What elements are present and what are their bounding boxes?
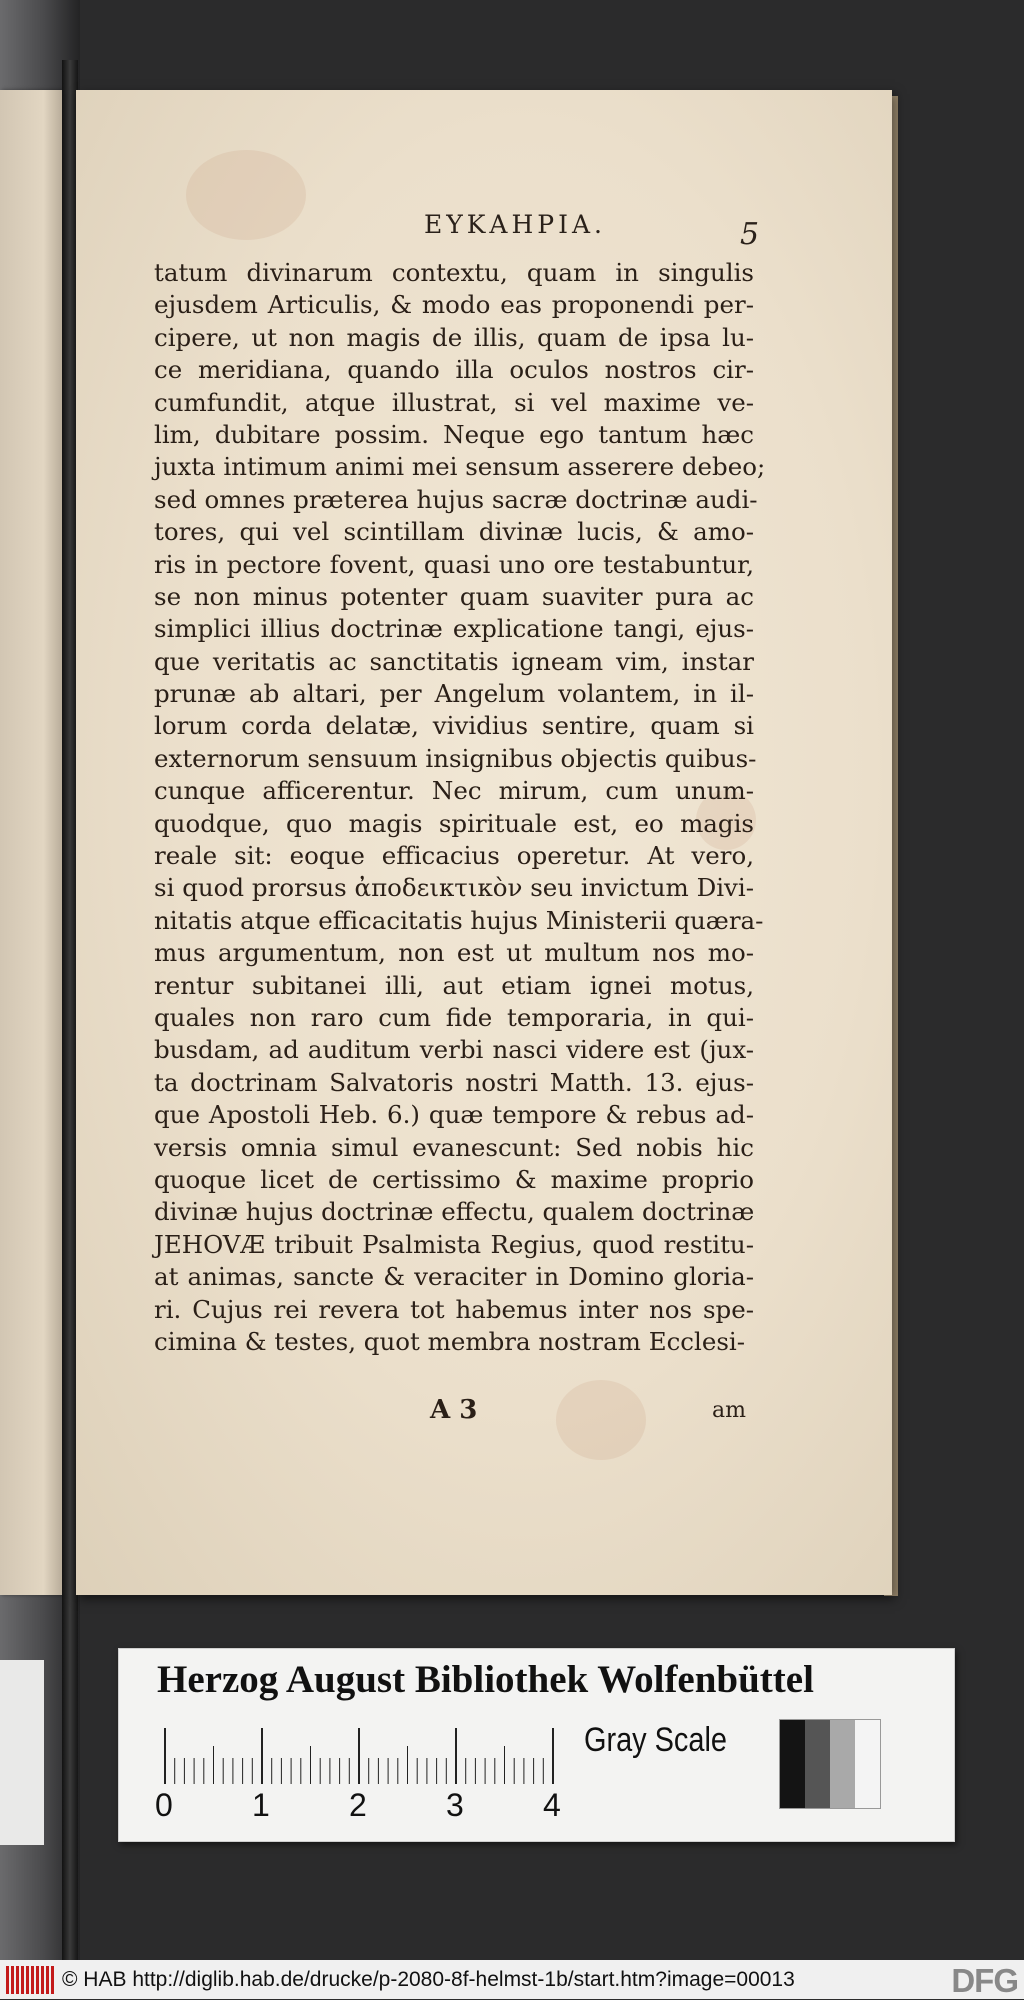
text-line: reale sit: eoque efficacius operetur. At vero, (154, 841, 754, 871)
text-line: quoque licet de certissimo & maxime proprio (154, 1164, 754, 1194)
text-line: busdam, ad auditum verbi nasci videre est (jux- (154, 1035, 754, 1065)
hab-logo-icon (6, 1966, 54, 1994)
ruler-number: 2 (349, 1787, 367, 1823)
page-number: 5 (740, 217, 760, 252)
text-line: tatum divinarum contextu, quam in singulis (154, 258, 754, 287)
gray-swatch (780, 1720, 805, 1808)
text-line: versis omnia simul evanescunt: Sed nobis hic (154, 1132, 754, 1162)
ruler-number: 1 (252, 1787, 270, 1823)
text-line: mus argumentum, non est ut multum nos mo- (154, 938, 754, 968)
previous-page-edge (0, 90, 62, 1595)
ruler-number: 3 (446, 1787, 464, 1823)
text-line: que Apostoli Heb. 6.) quæ tempore & rebus ad- (154, 1100, 754, 1130)
text-line: ris in pectore fovent, quasi uno ore testabuntur, (154, 549, 754, 579)
text-line: cumfundit, atque illustrat, si vel maxime ve- (154, 387, 754, 417)
text-block (154, 257, 766, 1358)
text-line: ejusdem Articulis, & modo eas proponendi per- (154, 290, 754, 320)
text-line: rentur subitanei illi, aut etiam ignei motus, (154, 970, 754, 1000)
dfg-logo: DFG (951, 1962, 1018, 1999)
text-line: ri. Cujus rei revera tot habemus inter nos spe- (154, 1294, 754, 1324)
footer-bar (0, 1960, 1024, 1999)
running-head: ΕΥΚΑΗΡΙΑ. (424, 210, 606, 239)
text-line: juxta intimum animi mei sensum asserere debeo; (154, 452, 766, 482)
text-line: si quod prorsus ἀποδεικτικὸν seu invictum Divi- (154, 873, 754, 903)
library-color-card (118, 1648, 955, 1842)
ruler-scale (159, 1724, 579, 1784)
gray-swatch (830, 1720, 855, 1808)
gray-scale-label: Gray Scale (584, 1721, 727, 1759)
page-stain (556, 1380, 646, 1460)
ruler-number: 0 (155, 1787, 173, 1823)
gray-swatch (805, 1720, 830, 1808)
ruler-number: 4 (543, 1787, 561, 1823)
text-line: prunæ ab altari, per Angelum volantem, in il- (154, 679, 754, 709)
text-line: cimina & testes, quot membra nostram Ecclesi- (154, 1326, 746, 1356)
footer-url[interactable]: © HAB http://diglib.hab.de/drucke/p-2080-8f-helmst-1b/start.htm?image=00013 (62, 1967, 795, 1991)
text-line: cunque afficerentur. Nec mirum, cum unum- (154, 776, 754, 806)
text-line: nitatis atque efficacitatis hujus Ministerii quæra- (154, 905, 764, 935)
gray-swatch (855, 1720, 880, 1808)
text-line: divinæ hujus doctrinæ effectu, qualem doctrinæ (154, 1197, 755, 1227)
text-line: quales non raro cum fide temporaria, in qui- (154, 1002, 754, 1032)
text-line: que veritatis ac sanctitatis igneam vim, instar (154, 646, 754, 676)
gray-scale-swatches (779, 1719, 881, 1809)
ruler-numbers (155, 1787, 599, 1827)
page-stain (186, 150, 306, 240)
text-line: externorum sensuum insignibus objectis quibus- (154, 743, 757, 773)
text-line: quodque, quo magis spirituale est, eo magis (154, 808, 754, 838)
text-line: ce meridiana, quando illa oculos nostros cir- (154, 355, 754, 385)
text-line: sed omnes præterea hujus sacræ doctrinæ audi- (154, 484, 758, 514)
text-line: at animas, sancte & veraciter in Domino gloria- (154, 1262, 754, 1292)
text-line: ta doctrinam Salvatoris nostri Matth. 13. ejus- (154, 1067, 754, 1097)
text-line: se non minus potenter quam suaviter pura ac (154, 581, 754, 611)
catchword: am (712, 1398, 746, 1423)
text-line: lorum corda delatæ, vividius sentire, quam si (154, 711, 754, 741)
adjacent-card-fragment (0, 1660, 44, 1845)
text-line: JEHOVÆ tribuit Psalmista Regius, quod restitu- (154, 1229, 754, 1259)
text-line: cipere, ut non magis de illis, quam de ipsa lu- (154, 322, 754, 352)
library-name: Herzog August Bibliothek Wolfenbüttel (157, 1658, 814, 1701)
text-line: tores, qui vel scintillam divinæ lucis, & amo- (154, 517, 754, 547)
signature-mark: A 3 (430, 1395, 478, 1425)
text-line: simplici illius doctrinæ explicatione tangi, ejus- (154, 614, 754, 644)
text-line: lim, dubitare possim. Neque ego tantum hæc (154, 419, 754, 449)
